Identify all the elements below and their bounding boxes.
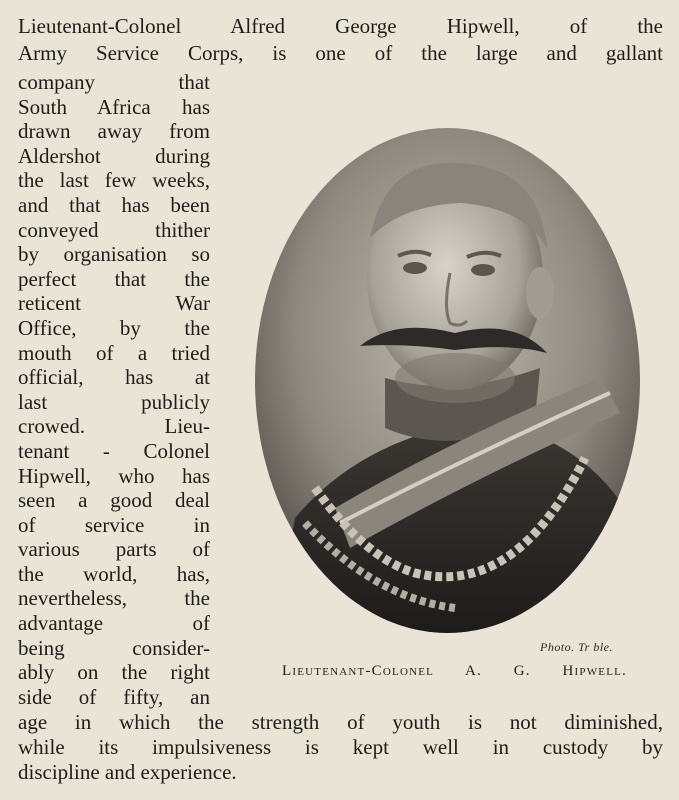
column-line: ably on the right	[18, 660, 210, 685]
column-line: crowed. Lieu-	[18, 414, 210, 439]
column-line: the last few weeks,	[18, 168, 210, 193]
column-line: and that has been	[18, 192, 210, 217]
article-bottom-line-2: while its impulsiveness is kept well in custody by	[18, 735, 663, 759]
article-top-line-1: Lieutenant-Colonel Alfred George Hipwell, of the	[18, 14, 663, 38]
column-line: nevertheless, the	[18, 586, 210, 611]
portrait-photo	[255, 128, 640, 633]
column-line: mouth of a tried	[18, 340, 210, 365]
column-line: by organisation so	[18, 242, 210, 267]
column-line: perfect that the	[18, 266, 210, 291]
article-top-line-2: Army Service Corps, is one of the large and gallant	[18, 41, 663, 65]
column-line: South Africa has	[18, 94, 210, 119]
article-narrow-column	[18, 70, 210, 709]
column-line: Aldershot during	[18, 143, 210, 168]
column-line: conveyed thither	[18, 217, 210, 242]
column-line: official, has at	[18, 365, 210, 390]
article-bottom-line-3: discipline and experience.	[18, 760, 237, 784]
column-line: Hipwell, who has	[18, 463, 210, 488]
article-bottom-line-1: age in which the strength of youth is not diminished,	[18, 710, 663, 734]
column-line: being consider-	[18, 635, 210, 660]
column-line: various parts of	[18, 537, 210, 562]
column-line: the world, has,	[18, 561, 210, 586]
photo-credit: Photo. Tr ble.	[540, 640, 614, 654]
column-line: last publicly	[18, 389, 210, 414]
photo-caption: Lieutenant-Colonel A. G. Hipwell.	[282, 663, 627, 679]
column-line: company that	[18, 70, 210, 94]
column-line: reticent War	[18, 291, 210, 316]
column-line: drawn away from	[18, 119, 210, 144]
column-line: Office, by the	[18, 315, 210, 340]
column-line: side of fifty, an	[18, 684, 210, 709]
column-line: tenant - Colonel	[18, 438, 210, 463]
column-line: of service in	[18, 512, 210, 537]
column-line: seen a good deal	[18, 488, 210, 513]
column-line: advantage of	[18, 611, 210, 636]
